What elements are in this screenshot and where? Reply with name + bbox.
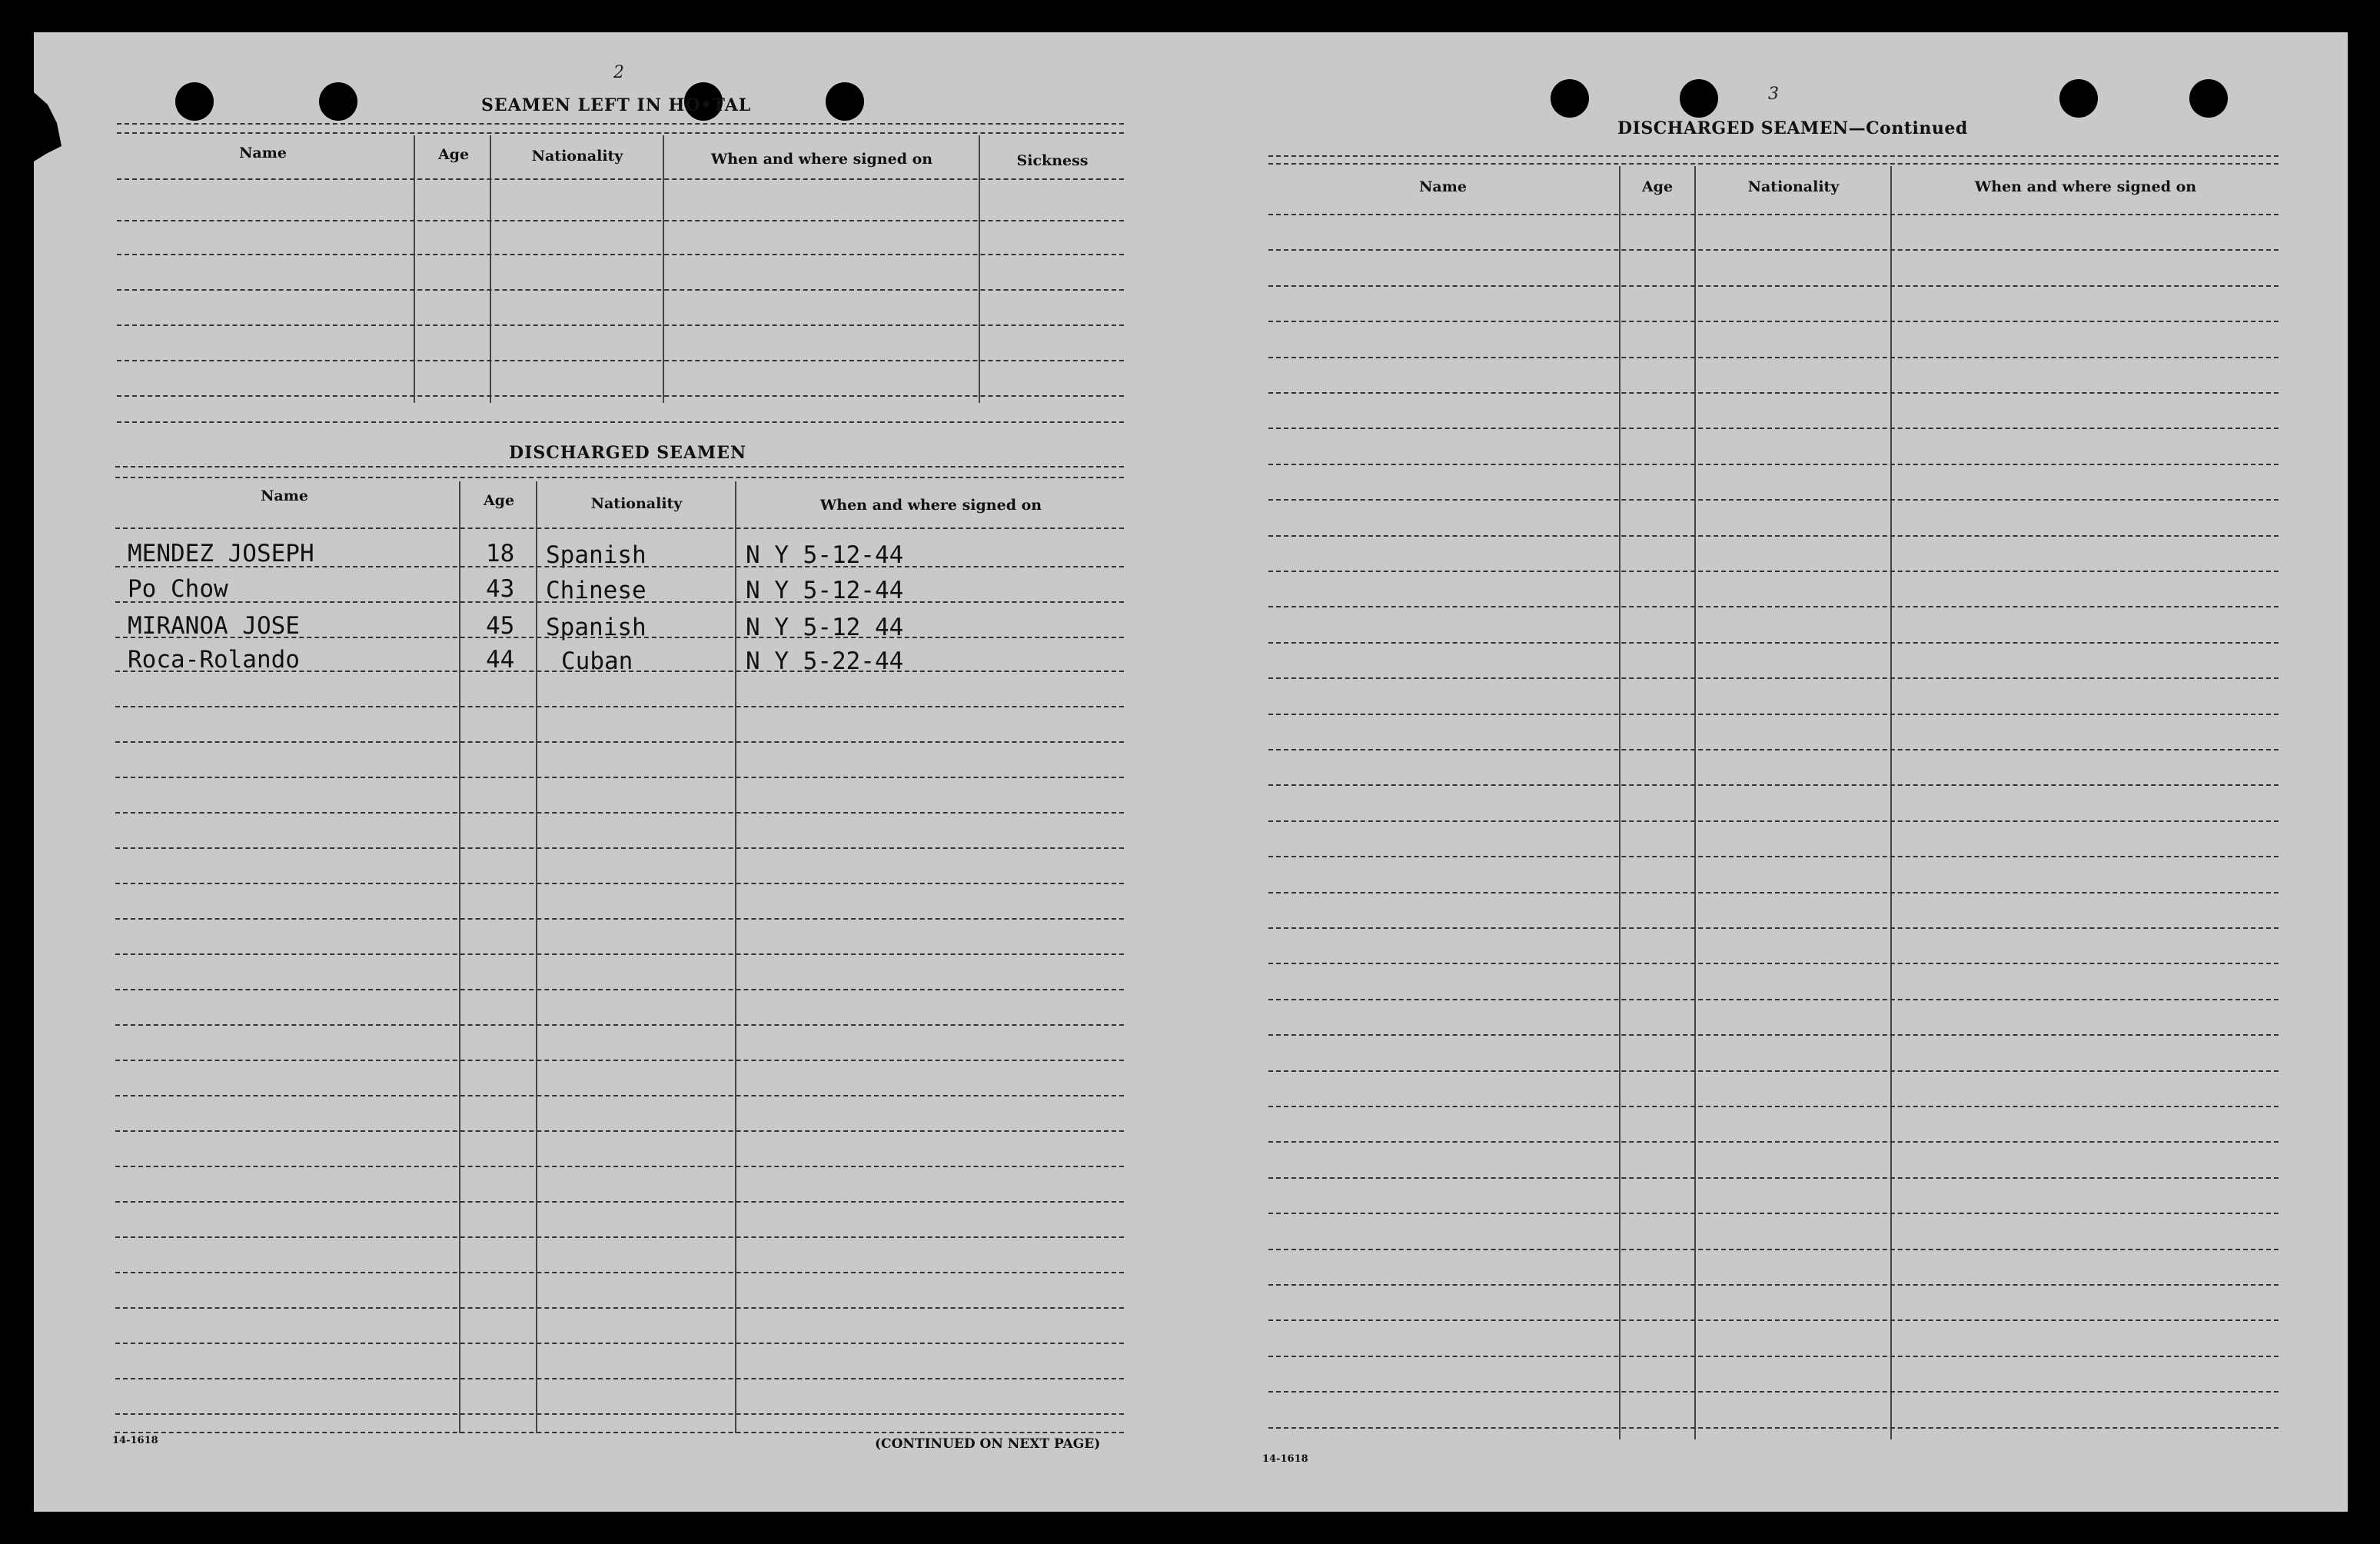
continued-col-signed-on: When and where signed on (1974, 178, 2197, 195)
seaman-name: MENDEZ JOSEPH (128, 540, 314, 567)
hospital-section-title: SEAMEN LEFT IN HO•TAL (481, 95, 752, 115)
continued-section-title: DISCHARGED SEAMEN—Continued (1617, 118, 1968, 138)
discharged-section-title: DISCHARGED SEAMEN (509, 443, 747, 463)
hospital-col-name: Name (239, 145, 287, 161)
seaman-name: Po Chow (128, 575, 228, 603)
continued-col-age: Age (1641, 178, 1674, 195)
discharged-col-nationality: Nationality (590, 495, 683, 512)
continued-col-nationality: Nationality (1747, 178, 1840, 195)
continued-col-name: Name (1419, 178, 1467, 195)
seaman-name: MIRANOA JOSE (128, 612, 300, 640)
page-number: 3 (1768, 85, 1779, 104)
seaman-age: 18 (486, 540, 515, 567)
seaman-age: 43 (486, 575, 515, 603)
seaman-age: 45 (486, 612, 515, 640)
hospital-col-age: Age (437, 146, 470, 163)
continued-footer: (CONTINUED ON NEXT PAGE) (875, 1436, 1101, 1452)
seaman-signed-on: N Y 5-12 44 (746, 614, 904, 641)
discharged-col-age: Age (483, 492, 515, 509)
form-number: 14-1618 (1262, 1453, 1308, 1465)
seaman-name: Roca-Rolando (128, 646, 300, 674)
page-number: 2 (613, 63, 624, 82)
form-number: 14-1618 (112, 1435, 158, 1446)
discharged-col-signed-on: When and where signed on (819, 497, 1042, 514)
seaman-nationality: Spanish (546, 541, 647, 569)
hospital-col-signed-on: When and where signed on (710, 151, 933, 168)
seaman-nationality: Cuban (561, 647, 633, 675)
hospital-col-nationality: Nationality (531, 148, 623, 165)
seaman-nationality: Chinese (546, 577, 647, 604)
seaman-signed-on: N Y 5-12-44 (746, 541, 904, 569)
seaman-signed-on: N Y 5-22-44 (746, 647, 904, 675)
hospital-col-sickness: Sickness (1016, 152, 1089, 169)
seaman-age: 44 (486, 646, 515, 674)
seaman-signed-on: N Y 5-12-44 (746, 577, 904, 604)
seaman-nationality: Spanish (546, 614, 647, 641)
discharged-col-name: Name (261, 487, 308, 504)
